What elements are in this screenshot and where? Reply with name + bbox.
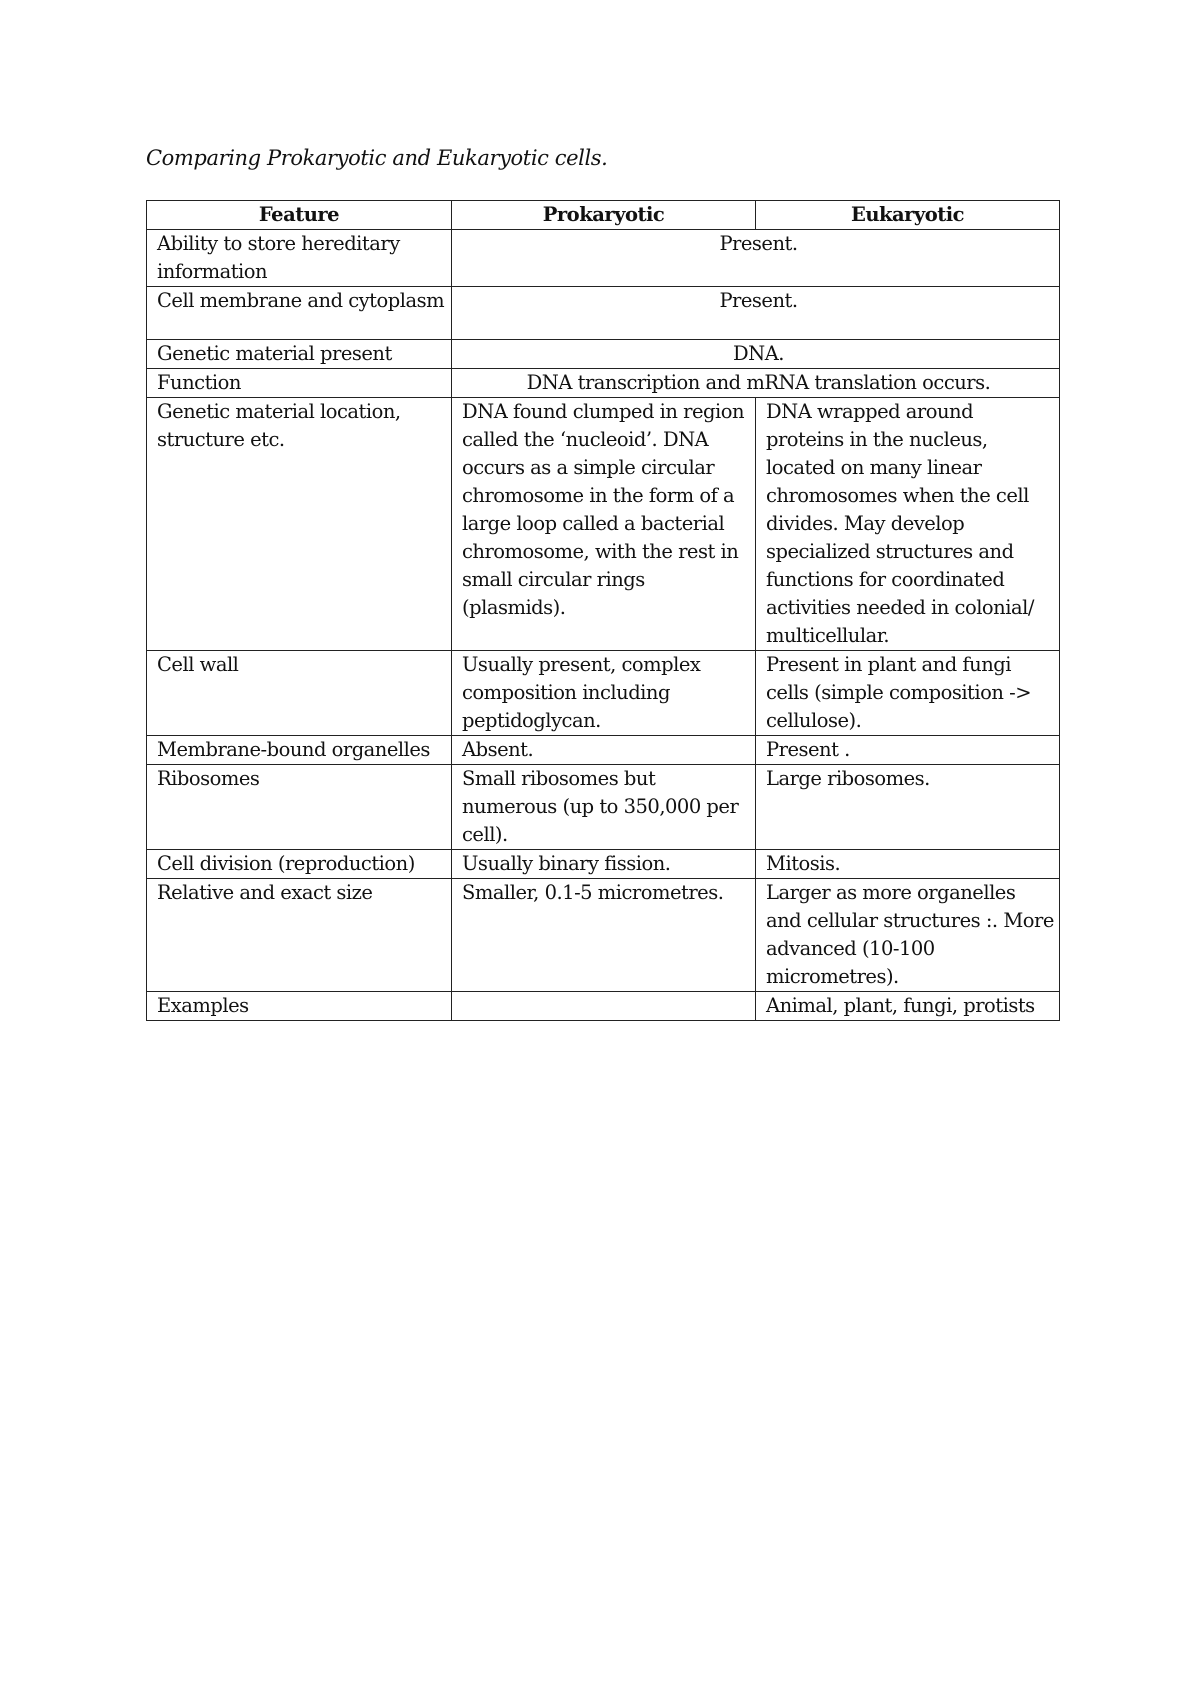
eukaryotic-cell: Present . [756, 736, 1060, 765]
feature-cell: Relative and exact size [147, 879, 452, 992]
table-row [147, 369, 1060, 398]
feature-cell: Cell division (reproduction) [147, 850, 452, 879]
prokaryotic-cell [452, 992, 756, 1021]
eukaryotic-cell: Present in plant and fungi cells (simple composition -> cellulose). [756, 651, 1060, 736]
prokaryotic-cell: DNA found clumped in region called the ‘nucleoid’. DNA occurs as a simple circular chromosome in the form of a large loop called a bacterial chromosome, with the rest in small circular rings (plasmids). [452, 398, 756, 651]
feature-cell: Cell wall [147, 651, 452, 736]
shared-value-cell: DNA transcription and mRNA translation occurs. [452, 369, 1060, 398]
header-eukaryotic: Eukaryotic [756, 201, 1060, 230]
table-row [147, 765, 1060, 850]
table-row [147, 287, 1060, 340]
feature-cell: Cell membrane and cytoplasm [147, 287, 452, 340]
eukaryotic-cell: Mitosis. [756, 850, 1060, 879]
feature-cell: Function [147, 369, 452, 398]
eukaryotic-cell: Animal, plant, fungi, protists [756, 992, 1060, 1021]
prokaryotic-cell: Usually present, complex composition including peptidoglycan. [452, 651, 756, 736]
header-prokaryotic: Prokaryotic [452, 201, 756, 230]
comparison-table [146, 200, 1060, 1021]
document-title: Comparing Prokaryotic and Eukaryotic cells. [146, 146, 608, 170]
header-feature: Feature [147, 201, 452, 230]
table-row [147, 230, 1060, 287]
table-row [147, 651, 1060, 736]
feature-cell: Examples [147, 992, 452, 1021]
eukaryotic-cell: DNA wrapped around proteins in the nucleus, located on many linear chromosomes when the cell divides. May develop specialized structures and functions for coordinated activities needed in colonial/ multicellular. [756, 398, 1060, 651]
shared-value-cell: DNA. [452, 340, 1060, 369]
table-row [147, 736, 1060, 765]
prokaryotic-cell: Smaller, 0.1-5 micrometres. [452, 879, 756, 992]
table-row [147, 340, 1060, 369]
eukaryotic-cell: Larger as more organelles and cellular structures :. More advanced (10-100 micrometres). [756, 879, 1060, 992]
table-row [147, 850, 1060, 879]
prokaryotic-cell: Absent. [452, 736, 756, 765]
shared-value-cell: Present. [452, 230, 1060, 287]
feature-cell: Genetic material location, structure etc. [147, 398, 452, 651]
table-row [147, 398, 1060, 651]
feature-cell: Ribosomes [147, 765, 452, 850]
table-header-row [147, 201, 1060, 230]
feature-cell: Genetic material present [147, 340, 452, 369]
shared-value-cell: Present. [452, 287, 1060, 340]
prokaryotic-cell: Usually binary fission. [452, 850, 756, 879]
eukaryotic-cell: Large ribosomes. [756, 765, 1060, 850]
table-row [147, 992, 1060, 1021]
prokaryotic-cell: Small ribosomes but numerous (up to 350,000 per cell). [452, 765, 756, 850]
table-row [147, 879, 1060, 992]
feature-cell: Membrane-bound organelles [147, 736, 452, 765]
feature-cell: Ability to store hereditary information [147, 230, 452, 287]
